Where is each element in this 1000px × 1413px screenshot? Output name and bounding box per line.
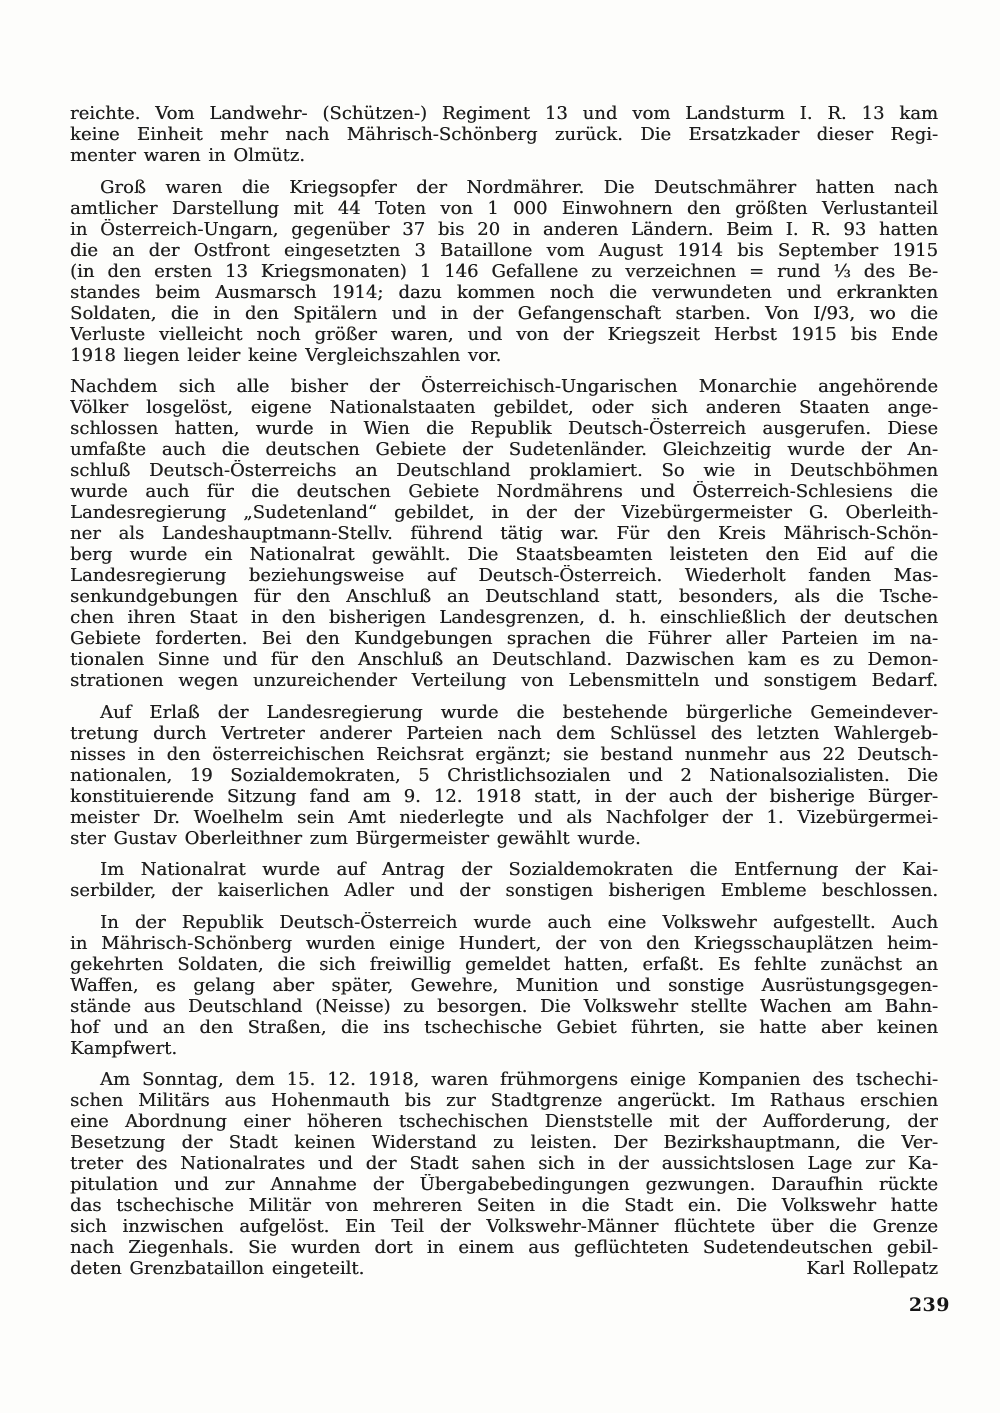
text-line: keine Einheit mehr nach Mährisch-Schönberg zurück. Die Ersatzkader dieser Regi-: [70, 124, 938, 145]
text-line: gekehrten Soldaten, die sich freiwillig gemeldet hatten, erfaßt. Es fehlte zunächst an: [70, 953, 938, 975]
paragraph: [70, 177, 938, 366]
text-line: [70, 1258, 938, 1279]
text-line: eine Abordnung einer höheren tschechischen Dienststelle mit der Aufforderung, der: [70, 1111, 938, 1132]
text-line: treter des Nationalrates und der Stadt sahen sich in der aussichtslosen Lage zur Ka-: [70, 1153, 938, 1174]
paragraph: [70, 912, 938, 1059]
text-line: wurde auch für die deutschen Gebiete Nordmährens und Österreich-Schlesiens die: [70, 481, 938, 502]
text-line-fragment: deten Grenzbataillon eingeteilt.: [70, 1258, 365, 1279]
paragraph: [70, 702, 938, 849]
author-signature: Karl Rollepatz: [806, 1258, 938, 1279]
paragraph: [70, 376, 938, 691]
text-line: Auf Erlaß der Landesregierung wurde die bestehende bürgerliche Gemeindever-: [100, 701, 938, 723]
text-line: hof und an den Straßen, die ins tschechische Gebiet führten, sie hatte aber keinen: [70, 1016, 938, 1038]
text-line: reichte. Vom Landwehr- (Schützen-) Regiment 13 und vom Landsturm I. R. 13 kam: [70, 103, 938, 124]
text-line: Am Sonntag, dem 15. 12. 1918, waren frühmorgens einige Kompanien des tschechi-: [100, 1069, 938, 1090]
text-line: Nachdem sich alle bisher der Österreichisch-Ungarischen Monarchie angehörende: [70, 376, 938, 397]
text-line: Landesregierung beziehungsweise auf Deutsch-Österreich. Wiederholt fanden Mas-: [70, 565, 938, 586]
text-line: (in den ersten 13 Kriegsmonaten) 1 146 Gefallene zu verzeichnen = rund ⅓ des Be-: [70, 260, 938, 282]
text-line: standes beim Ausmarsch 1914; dazu kommen noch die verwundeten und erkrankten: [70, 281, 938, 303]
text-line: sich inzwischen aufgelöst. Ein Teil der Volkswehr-Männer flüchtete über die Grenze: [70, 1216, 938, 1237]
text-line: stände aus Deutschland (Neisse) zu besorgen. Die Volkswehr stellte Wachen am Bahn-: [70, 995, 938, 1017]
text-line: Kampfwert.: [70, 1037, 178, 1059]
text-line: tionalen Sinne und für den Anschluß an Deutschland. Dazwischen kam es zu Demon-: [70, 649, 938, 670]
text-line: Gebiete forderten. Bei den Kundgebungen sprachen die Führer aller Parteien im na-: [70, 628, 938, 649]
text-line: menter waren in Olmütz.: [70, 145, 305, 166]
text-line: schen Militärs aus Hohenmauth bis zur Stadtgrenze angerückt. Im Rathaus erschien: [70, 1090, 938, 1111]
page-number: 239: [908, 1294, 950, 1316]
text-line: Soldaten, die in den Spitälern und in der Gefangenschaft starben. Von I/93, wo die: [70, 302, 938, 324]
text-line: nisses in den österreichischen Reichsrat ergänzt; sie bestand nunmehr aus 22 Deutsch-: [70, 743, 938, 765]
text-line: chen ihren Staat in den bisherigen Landesgrenzen, d. h. einschließlich der deutschen: [70, 607, 938, 628]
paragraph: [70, 103, 938, 166]
text-line: strationen wegen unzureichender Verteilung von Lebensmitteln und sonstigem Bedarf.: [70, 670, 938, 691]
text-line: pitulation und zur Annahme der Übergabebedingungen gezwungen. Daraufhin rückte: [70, 1174, 938, 1195]
paragraph: [70, 1069, 938, 1279]
text-line: schluß Deutsch-Österreichs an Deutschland proklamiert. So wie in Deutschböhmen: [70, 460, 938, 481]
text-line: ner als Landeshauptmann-Stellv. führend tätig war. Für den Kreis Mährisch-Schön-: [70, 523, 938, 544]
text-line: Völker losgelöst, eigene Nationalstaaten gebildet, oder sich anderen Staaten ange-: [70, 397, 938, 418]
text-line: das tschechische Militär von mehreren Seiten in die Stadt ein. Die Volkswehr hatte: [70, 1195, 938, 1216]
text-line: Im Nationalrat wurde auf Antrag der Sozialdemokraten die Entfernung der Kai-: [100, 859, 938, 880]
text-line: Verluste vielleicht noch größer waren, und von der Kriegszeit Herbst 1915 bis Ende: [70, 323, 938, 345]
text-line: die an der Ostfront eingesetzten 3 Bataillone vom August 1914 bis September 1915: [70, 239, 938, 261]
text-block: [70, 103, 938, 1279]
text-line: berg wurde ein Nationalrat gewählt. Die Staatsbeamten leisteten den Eid auf die: [70, 544, 938, 565]
text-line: Waffen, es gelang aber später, Gewehre, Munition und sonstige Ausrüstungsgegen-: [70, 974, 938, 996]
text-line: tretung durch Vertreter anderer Parteien nach dem Schlüssel des letzten Wahlergeb-: [70, 722, 938, 744]
text-line: meister Dr. Woelhelm sein Amt niederlegte und als Nachfolger der 1. Vizebürgermei-: [70, 806, 938, 828]
text-line: amtlicher Darstellung mit 44 Toten von 1 000 Einwohnern den größten Verlustanteil: [70, 197, 938, 219]
text-line: in Österreich-Ungarn, gegenüber 37 bis 20 in anderen Ländern. Beim I. R. 93 hatten: [70, 218, 938, 240]
text-line: serbilder, der kaiserlichen Adler und der sonstigen bisherigen Embleme beschlossen.: [70, 880, 938, 901]
text-line: konstituierende Sitzung fand am 9. 12. 1918 statt, in der auch der bisherige Bürger-: [70, 785, 938, 807]
text-line: senkundgebungen für den Anschluß an Deutschland statt, besonders, als die Tsche-: [70, 586, 938, 607]
text-line: In der Republik Deutsch-Österreich wurde auch eine Volkswehr aufgestellt. Auch: [100, 911, 938, 933]
text-line: schlossen hatten, wurde in Wien die Republik Deutsch-Österreich ausgerufen. Diese: [70, 418, 938, 439]
text-line: in Mährisch-Schönberg wurden einige Hundert, der von den Kriegsschauplätzen heim-: [70, 932, 938, 954]
text-line: Besetzung der Stadt keinen Widerstand zu leisten. Der Bezirkshauptmann, die Ver-: [70, 1132, 938, 1153]
paragraph: [70, 859, 938, 901]
text-line: umfaßte auch die deutschen Gebiete der Sudetenländer. Gleichzeitig wurde der An-: [70, 439, 938, 460]
text-line: nach Ziegenhals. Sie wurden dort in einem aus geflüchteten Sudetendeutschen gebil-: [70, 1237, 938, 1258]
text-line: ster Gustav Oberleithner zum Bürgermeister gewählt wurde.: [70, 827, 641, 849]
text-line: Landesregierung „Sudetenland“ gebildet, in der der Vizebürgermeister G. Oberleith-: [70, 502, 938, 523]
text-line: nationalen, 19 Sozialdemokraten, 5 Christlichsozialen und 2 Nationalsozialisten. Die: [70, 764, 938, 786]
text-line: 1918 liegen leider keine Vergleichszahlen vor.: [70, 344, 502, 366]
text-line: Groß waren die Kriegsopfer der Nordmährer. Die Deutschmährer hatten nach: [100, 176, 938, 198]
